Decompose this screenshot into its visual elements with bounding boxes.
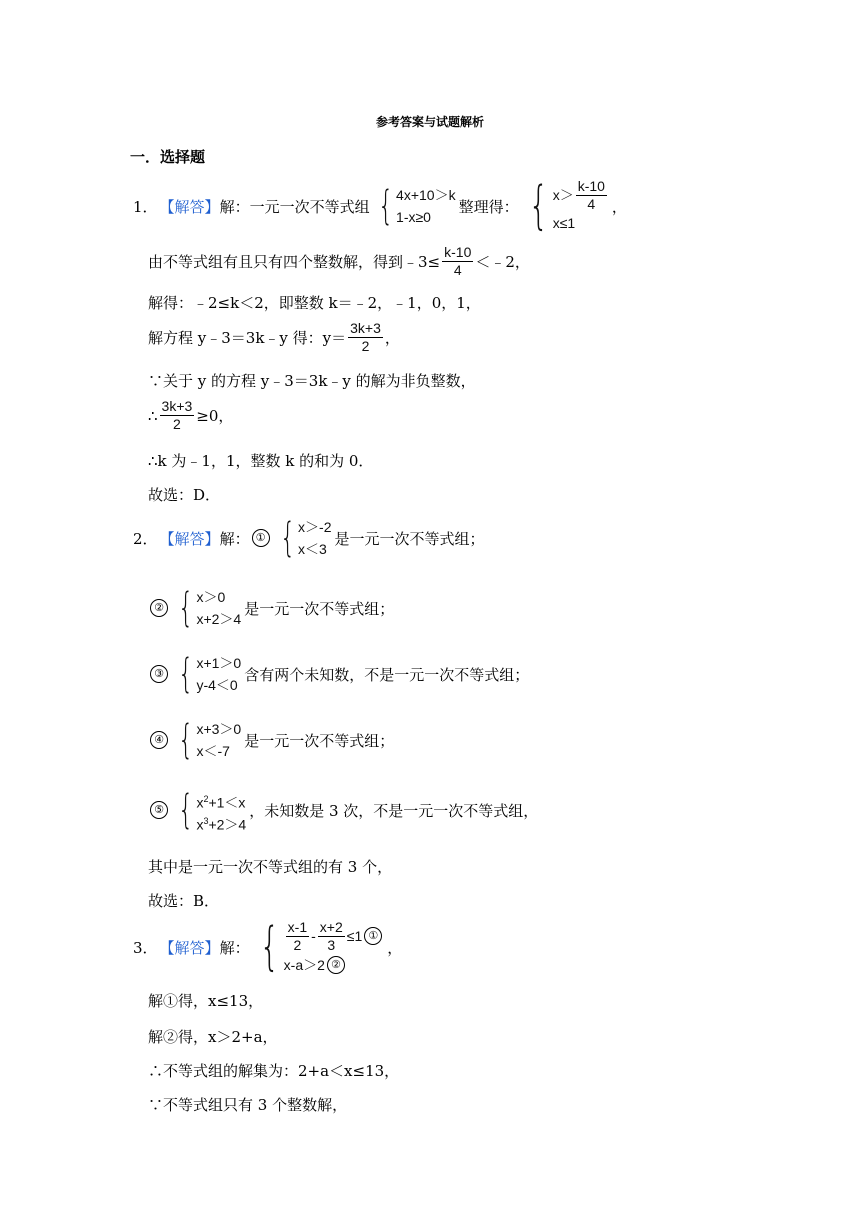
q2-item-4	[148, 718, 394, 762]
q1-line-5: ∵关于 y 的方程 y﹣3＝3k﹣y 的解为非负整数，	[148, 372, 476, 390]
fraction-numerator: x-1	[287, 918, 308, 935]
fraction-denominator: 4	[587, 195, 596, 212]
q1-line-6	[148, 398, 233, 433]
page-title: 参考答案与试题解析	[375, 115, 484, 129]
system-row: x＜3	[298, 541, 327, 557]
system-row: x＜-7	[196, 743, 230, 759]
circled-number: ④	[150, 731, 168, 749]
fraction-numerator: 3k+3	[161, 398, 193, 414]
q2-intro: 解：	[219, 529, 250, 548]
q1-line-4	[148, 320, 400, 355]
fraction-denominator: 2	[361, 338, 370, 354]
system-row: y-4＜0	[196, 677, 238, 693]
answer-tag: 【解答】	[159, 938, 220, 957]
q1-l6-fraction	[160, 398, 195, 433]
q3-row-2: x-a＞2 ②	[284, 954, 385, 976]
q3-line-1	[133, 918, 402, 976]
q2-system-5: { $x^2+1<x$ $x^3+2>4$	[178, 787, 247, 833]
q2-item-3	[148, 652, 529, 696]
circled-number: ⑤	[150, 801, 168, 819]
q2-system-2: { x＞0 x+2＞4	[178, 585, 242, 631]
q2-item-5-text: ，未知数是 3 次，不是一元一次不等式组，	[249, 801, 539, 820]
system-row: $x^2+1<x$	[196, 794, 246, 811]
q3-system: { $\frac{x-1}{2}$ - $\frac{x+2}{3}$ ≤1 ① x-a＞2 ②	[253, 918, 385, 976]
q3-intro: 解：	[219, 938, 250, 957]
q2-system-4: { x+3＞0 x＜-7	[178, 717, 242, 763]
fraction-denominator: 3	[327, 936, 336, 953]
q1-l2-text: 由不等式组有且只有四个整数解，得到﹣3≤	[148, 253, 441, 271]
q1-l4-fraction	[348, 320, 383, 355]
q2-system-3: { x+1＞0 y-4＜0	[178, 651, 242, 697]
q2-item-5	[148, 788, 538, 832]
q1-system-2: { x＞ $\frac{k-10}{4}$ x≤1	[522, 178, 609, 234]
answer-tag: 【解答】	[159, 197, 220, 216]
q1-sys2-bottom: x≤1	[552, 215, 576, 231]
q3-line-2: 解①得，x≤13，	[148, 992, 264, 1010]
circled-number: ②	[327, 956, 345, 974]
q1-sys1-row-1: 4x+10＞k	[396, 187, 456, 203]
fraction-denominator: 2	[173, 416, 181, 432]
system-row: x＞0	[196, 589, 226, 605]
q1-l2-tail: ＜﹣2，	[475, 253, 530, 271]
q2-number: 2．	[133, 529, 158, 548]
section-heading: 一．选择题	[130, 148, 206, 166]
q1-sys2-fraction	[576, 178, 607, 213]
q2-item-1	[133, 516, 485, 560]
q3-row-1: $\frac{x-1}{2}$ - $\frac{x+2}{3}$ ≤1 ①	[284, 918, 385, 954]
q1-number: 1．	[133, 197, 158, 216]
q3-number: 3．	[133, 938, 158, 957]
q1-line-1	[133, 178, 627, 234]
q1-line-8: 故选：D．	[148, 486, 221, 504]
system-row: $x^3+2>4$	[196, 816, 247, 833]
q1-sys2-top-prefix: x＞	[552, 187, 574, 203]
q1-l6-text: ∴	[148, 406, 158, 425]
q1-sys1-row-2: 1-x≥0	[396, 209, 431, 225]
q1-line-2	[148, 244, 530, 279]
fraction-numerator: k-10	[577, 177, 605, 194]
q2-item-1-text: 是一元一次不等式组；	[334, 529, 485, 548]
circled-number: ①	[252, 529, 270, 547]
q2-answer-line: 故选：B．	[148, 892, 220, 910]
q2-item-3-text: 含有两个未知数，不是一元一次不等式组；	[244, 665, 530, 684]
system-row: x＞-2	[298, 519, 332, 535]
fraction-denominator: 4	[453, 262, 462, 278]
q2-item-4-text: 是一元一次不等式组；	[244, 731, 395, 750]
q2-count-line: 其中是一元一次不等式组的有 3 个，	[148, 858, 393, 876]
q1-l6-tail: ≥0，	[196, 407, 234, 425]
q2-system-1: { x＞-2 x＜3	[279, 515, 332, 561]
system-row: x+3＞0	[196, 721, 242, 737]
circled-number: ③	[150, 665, 168, 683]
q1-l4-text: 解方程 y﹣3＝3k﹣y 得：y＝	[148, 329, 347, 347]
q3-line-4: ∴不等式组的解集为：2+a＜x≤13，	[148, 1062, 400, 1080]
q1-line-7: ∴k 为﹣1，1，整数 k 的和为 0．	[148, 452, 374, 470]
q3-end: ，	[387, 938, 403, 957]
circled-number: ①	[364, 927, 382, 945]
q2-item-2-text: 是一元一次不等式组；	[244, 599, 395, 618]
q1-l4-tail: ，	[384, 329, 400, 347]
circled-number: ②	[150, 599, 168, 617]
fraction-denominator: 2	[293, 936, 302, 953]
q1-mid: 整理得：	[458, 197, 519, 216]
system-row: x+2＞4	[196, 611, 242, 627]
q1-l2-fraction	[442, 244, 473, 279]
q1-line-3: 解得：﹣2≤k＜2，即整数 k＝﹣2，﹣1，0，1，	[148, 294, 481, 312]
fraction-numerator: k-10	[444, 244, 472, 260]
fraction-numerator: 3k+3	[350, 320, 381, 336]
fraction-numerator: x+2	[319, 918, 343, 935]
system-row: x+1＞0	[196, 655, 242, 671]
q3-line-3: 解②得，x＞2+a，	[148, 1028, 278, 1046]
q1-end: ，	[611, 197, 627, 216]
q3-line-5: ∵不等式组只有 3 个整数解，	[148, 1096, 348, 1114]
q2-item-2	[148, 586, 394, 630]
q1-intro: 解：一元一次不等式组	[219, 197, 370, 216]
q1-system-1: { 4x+10＞k 1-x≥0	[377, 183, 456, 229]
answer-tag: 【解答】	[159, 529, 220, 548]
